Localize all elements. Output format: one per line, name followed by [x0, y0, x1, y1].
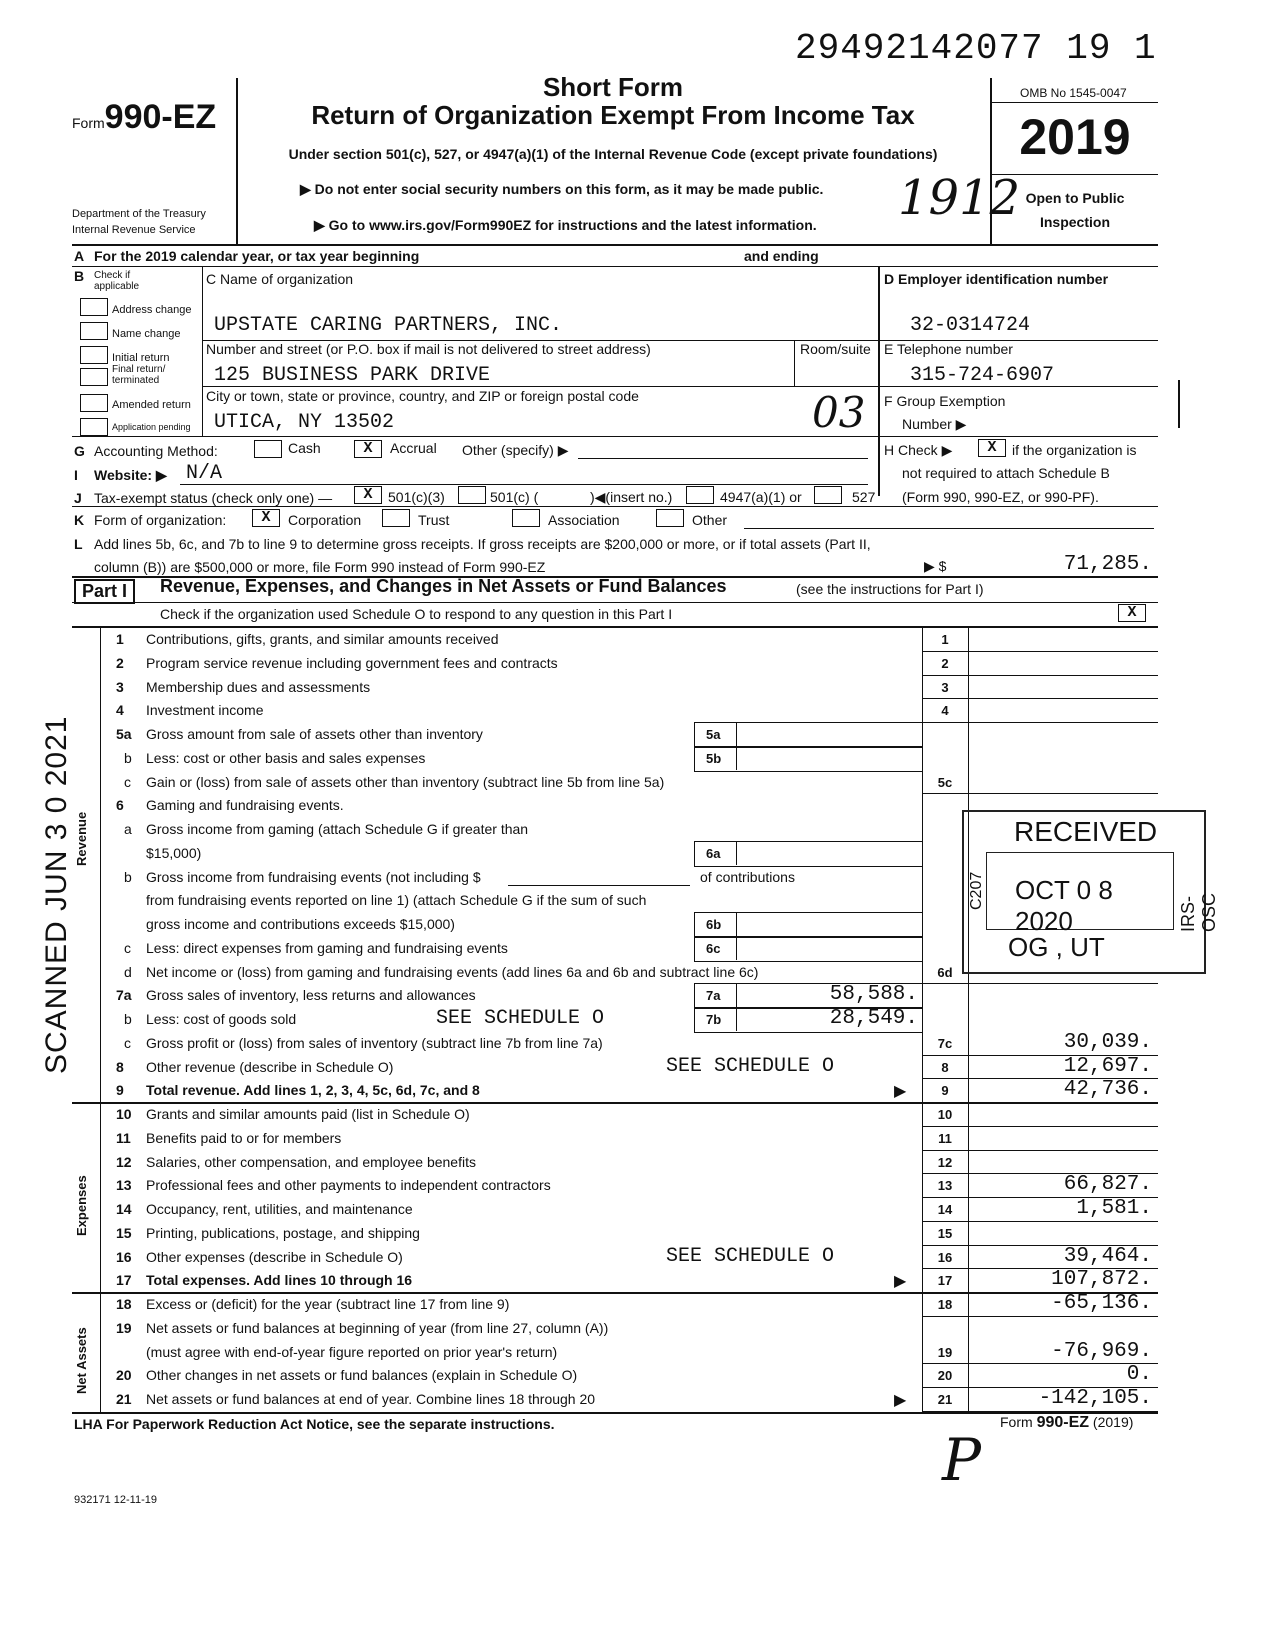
line-row: [0, 627, 1288, 651]
cash-label: Cash: [288, 440, 321, 456]
line-description: Gross income from fundraising events (not including $: [146, 868, 481, 885]
line-row: [0, 1031, 1288, 1055]
stamp-right-code: IRS-OSC: [1178, 892, 1219, 932]
line-row: [0, 1150, 1288, 1174]
handwritten-mark: P: [942, 1426, 982, 1494]
box-label: 13: [937, 1178, 953, 1194]
line-number: 18: [116, 1296, 132, 1312]
line-description: Gross profit or (loss) from sales of inventory (subtract line 7b from line 7a): [146, 1034, 603, 1051]
line-description: Total expenses. Add lines 10 through 16: [146, 1272, 413, 1289]
line-description: Net assets or fund balances at end of year. Combine lines 18 through 20: [146, 1391, 596, 1407]
accrual-label: Accrual: [390, 440, 437, 456]
schedule-b-checkbox[interactable]: X: [978, 439, 1006, 457]
box-label: 3: [941, 679, 949, 695]
title-short-form: Short Form: [542, 72, 684, 102]
line-description: from fundraising events reported on line 1) (attach Schedule G if the sum of such: [146, 892, 647, 909]
revenue-side-label: Revenue: [74, 811, 89, 866]
line-description: Benefits paid to or for members: [146, 1129, 342, 1146]
line-description: Occupancy, rent, utilities, and maintenance: [146, 1201, 413, 1217]
of-contributions-label: of contributions: [700, 868, 795, 885]
box-label: 21: [937, 1392, 953, 1407]
line-a-letter: A: [74, 248, 85, 264]
line-row: [0, 1387, 1288, 1411]
ein-label: D Employer identification number: [884, 271, 1109, 287]
line-description: Gain or (loss) from sale of assets other than inventory (subtract line 5b from line 5a): [146, 773, 665, 790]
name-change-label: Name change: [112, 328, 181, 340]
inner-box-label: 5a: [706, 727, 721, 742]
line-a-text: For the 2019 calendar year, or tax year beginning: [94, 248, 420, 264]
box-label: 19: [937, 1344, 953, 1360]
website-value: N/A: [186, 462, 223, 485]
line-number: b: [124, 868, 132, 885]
line-number: 8: [116, 1058, 124, 1075]
line-number: 13: [116, 1177, 132, 1194]
part-i-see-instructions: (see the instructions for Part I): [796, 581, 984, 597]
line-description: Net assets or fund balances at beginning of year (from line 27, column (A)): [146, 1319, 609, 1336]
omb-number: OMB No 1545-0047: [1020, 86, 1127, 100]
name-change-checkbox[interactable]: [80, 322, 108, 340]
line-k-letter: K: [74, 512, 85, 528]
insert-no-label: )◀(insert no.): [590, 489, 673, 505]
line-row: [0, 1245, 1288, 1269]
line-number: 11: [116, 1129, 131, 1146]
line-number: 7a: [116, 987, 132, 1004]
scanned-stamp: SCANNED JUN 3 0 2021: [40, 715, 73, 1074]
amended-return-label: Amended return: [112, 399, 191, 411]
final-return-label: Final return/ terminated: [112, 364, 166, 386]
accrual-checkbox[interactable]: X: [354, 440, 382, 458]
amended-return-checkbox[interactable]: [80, 394, 108, 412]
line-number: b: [124, 1011, 132, 1027]
check-if-applicable: Check if applicable: [94, 270, 140, 292]
line-a-ending: and ending: [744, 248, 819, 264]
line-number: 3: [116, 678, 124, 695]
line-l-arrow: ▶ $: [924, 558, 947, 574]
box-label: 14: [937, 1202, 953, 1217]
line-number: 5a: [116, 726, 132, 742]
inner-box-label: 6a: [706, 845, 721, 861]
section-b-letter: B: [74, 268, 85, 284]
line-number: 1: [116, 631, 124, 647]
form-title: Return of Organization Exempt From Income Tax: [311, 100, 915, 130]
form-of-org-label: Form of organization:: [94, 512, 227, 528]
irs-name: Internal Revenue Service: [72, 224, 196, 236]
form-prefix: Form: [72, 115, 105, 131]
501c-label: 501(c) (: [490, 489, 539, 505]
phone-value: 315-724-6907: [910, 364, 1055, 387]
inspection: Inspection: [1039, 214, 1110, 230]
corporation-checkbox[interactable]: X: [252, 509, 280, 527]
line-row: [0, 698, 1288, 722]
line-description: Program service revenue including government fees and contracts: [146, 654, 558, 671]
line-j-letter: J: [74, 490, 82, 506]
box-label: 8: [941, 1059, 949, 1075]
form-footer-number: 990-EZ: [1036, 1414, 1090, 1431]
line-number: 20: [116, 1367, 132, 1384]
group-exemption-label: F Group Exemption: [884, 393, 1006, 409]
line-i-letter: I: [74, 467, 78, 483]
box-label: 20: [937, 1368, 953, 1384]
received-date: OCT 0 8 2020: [1015, 875, 1113, 936]
line-value[interactable]: -65,136.: [1051, 1292, 1152, 1315]
line-value[interactable]: 1,581.: [1076, 1197, 1152, 1220]
line-description: Salaries, other compensation, and employee benefits: [146, 1153, 476, 1170]
phone-label: E Telephone number: [884, 341, 1013, 357]
line-number: 15: [116, 1224, 132, 1241]
box-label: 10: [937, 1107, 953, 1122]
line-description: Printing, publications, postage, and shipping: [146, 1224, 420, 1241]
line-value[interactable]: 107,872.: [1051, 1268, 1152, 1292]
cash-checkbox[interactable]: [254, 440, 282, 458]
line-description: Contributions, gifts, grants, and similar amounts received: [146, 631, 499, 647]
box-label: 16: [937, 1249, 953, 1265]
box-label: 12: [937, 1154, 953, 1170]
line-description: $15,000): [146, 844, 202, 861]
final-return-checkbox[interactable]: [80, 368, 108, 386]
schedule-o-reference: SEE SCHEDULE O: [666, 1244, 835, 1268]
other-method-label: Other (specify) ▶: [462, 442, 569, 458]
city-label: City or town, state or province, country, and ZIP or foreign postal code: [206, 388, 639, 404]
document-locator-number: 29492142077 19 1: [795, 28, 1157, 69]
form-id: [72, 98, 216, 137]
line-number: c: [124, 939, 131, 956]
box-label: 9: [941, 1083, 949, 1099]
row-arrow: ▶: [894, 1392, 907, 1409]
line-row: [0, 1007, 1288, 1031]
line-row: [0, 1268, 1288, 1292]
line-value[interactable]: 30,039.: [1063, 1030, 1152, 1054]
line-number: 14: [116, 1201, 132, 1217]
line-number: 2: [116, 654, 124, 671]
line-row: [0, 1292, 1288, 1316]
corporation-label: Corporation: [288, 512, 362, 528]
501c3-checkbox[interactable]: X: [354, 486, 382, 504]
line-row: [0, 1102, 1288, 1126]
line-number: 6: [116, 797, 124, 814]
line-number: c: [124, 1034, 131, 1051]
line-number: 12: [116, 1153, 132, 1170]
line-description: Gross income from gaming (attach Schedule G if greater than: [146, 821, 529, 837]
part-i-title: Revenue, Expenses, and Changes in Net Assets or Fund Balances: [160, 576, 727, 596]
line-row: [0, 675, 1288, 699]
line-row: [0, 722, 1288, 746]
form-footer-ref: [1000, 1414, 1133, 1432]
open-to-public: Open to Public: [1025, 190, 1125, 206]
initial-return-label: Initial return: [112, 352, 170, 364]
box-label: 18: [937, 1297, 953, 1312]
line-value[interactable]: -142,105.: [1038, 1387, 1152, 1410]
row-arrow: ▶: [894, 1083, 907, 1101]
line-row: [0, 1173, 1288, 1197]
line-value[interactable]: 0.: [1126, 1363, 1152, 1387]
line-l-letter: L: [74, 536, 83, 552]
group-number-label: Number ▶: [902, 416, 967, 432]
line-row: [0, 1363, 1288, 1387]
net-assets-side-label: Net Assets: [74, 1327, 89, 1394]
room-suite-label: Room/suite: [800, 341, 871, 357]
accounting-method-label: Accounting Method:: [94, 443, 218, 459]
other-org-label: Other: [692, 512, 728, 528]
501c-checkbox[interactable]: [458, 486, 486, 504]
ssn-notice: ▶ Do not enter social security numbers on this form, as it may be made public.: [300, 181, 824, 197]
line-description: Less: cost of goods sold: [146, 1011, 297, 1027]
street-address: 125 BUSINESS PARK DRIVE: [214, 364, 491, 387]
line-number: 21: [116, 1391, 132, 1407]
box-label: 11: [938, 1130, 952, 1146]
line-description: Net income or (loss) from gaming and fundraising events (add lines 6a and 6b and subtract line 6c): [146, 963, 759, 980]
schedule-o-reference: SEE SCHEDULE O: [666, 1054, 835, 1078]
address-change-label: Address change: [112, 304, 192, 316]
handwritten-number: 1912: [898, 170, 1021, 226]
application-pending-checkbox[interactable]: [80, 418, 108, 436]
schedule-o-checkbox[interactable]: X: [1118, 604, 1146, 622]
box-label: 4: [941, 703, 949, 719]
box-label: 6d: [937, 964, 953, 980]
inner-box-label: 6b: [706, 917, 722, 932]
other-org-checkbox[interactable]: [656, 509, 684, 527]
line-number: 16: [116, 1248, 132, 1265]
line-h-text2: not required to attach Schedule B: [902, 465, 1110, 481]
line-value[interactable]: 39,464.: [1063, 1244, 1152, 1268]
received-date-box: [986, 852, 1174, 936]
lha-notice: LHA For Paperwork Reduction Act Notice, see the separate instructions.: [74, 1416, 555, 1432]
tax-exempt-label: Tax-exempt status (check only one) —: [94, 490, 333, 506]
line-description: Excess or (deficit) for the year (subtract line 17 from line 9): [146, 1296, 510, 1312]
ein-value: 32-0314724: [910, 314, 1031, 337]
address-change-checkbox[interactable]: [80, 298, 108, 316]
association-checkbox[interactable]: [512, 509, 540, 527]
initial-return-checkbox[interactable]: [80, 346, 108, 364]
line-description: Less: direct expenses from gaming and fundraising events: [146, 939, 508, 956]
form-code: 932171 12-11-19: [74, 1494, 157, 1506]
form-number: 990-EZ: [104, 98, 217, 136]
form-subtitle: Under section 501(c), 527, or 4947(a)(1) of the Internal Revenue Code (except private foundations): [288, 146, 938, 162]
line-g-letter: G: [74, 443, 85, 459]
line-description: gross income and contributions exceeds $15,000): [146, 916, 455, 932]
handwritten-code: 03: [812, 388, 866, 437]
box-label: 5c: [937, 774, 953, 790]
line-description: Gross amount from sale of assets other than inventory: [146, 726, 483, 742]
box-label: 1: [941, 632, 949, 647]
line-description: Investment income: [146, 702, 264, 719]
website-label: Website: ▶: [94, 467, 167, 483]
line-row: [0, 651, 1288, 675]
line-number: 17: [116, 1272, 132, 1289]
line-number: 19: [116, 1319, 132, 1336]
expenses-side-label: Expenses: [74, 1175, 89, 1236]
line-description: Other changes in net assets or fund balances (explain in Schedule O): [146, 1367, 578, 1384]
line-number: 10: [116, 1106, 132, 1122]
line-number: 4: [116, 702, 124, 719]
501c3-label: 501(c)(3): [388, 489, 445, 505]
association-label: Association: [548, 512, 620, 528]
instructions-notice: ▶ Go to www.irs.gov/Form990EZ for instructions and the latest information.: [314, 217, 817, 233]
dept-treasury: Department of the Treasury: [72, 208, 206, 220]
gross-receipts-value: 71,285.: [1063, 553, 1152, 576]
line-value[interactable]: 12,697.: [1063, 1054, 1152, 1078]
line-description: Total revenue. Add lines 1, 2, 3, 4, 5c, 6d, 7c, and 8: [146, 1082, 480, 1099]
line-description: Less: cost or other basis and sales expenses: [146, 749, 426, 766]
line-row: [0, 1055, 1288, 1079]
org-name: UPSTATE CARING PARTNERS, INC.: [214, 314, 563, 337]
box-label: 15: [937, 1225, 953, 1241]
527-label: 527: [852, 489, 876, 505]
line-description: Gross sales of inventory, less returns and allowances: [146, 987, 476, 1004]
city-state-zip: UTICA, NY 13502: [214, 411, 395, 434]
527-checkbox[interactable]: [814, 486, 842, 504]
trust-checkbox[interactable]: [382, 509, 410, 527]
stamp-city: OG , UT: [1008, 932, 1105, 962]
stamp-left-code: C207: [968, 871, 985, 910]
line-row: [0, 1078, 1288, 1102]
4947-label: 4947(a)(1) or: [720, 489, 802, 505]
line-description: Membership dues and assessments: [146, 678, 371, 695]
inner-box-label: 7a: [706, 988, 721, 1004]
inner-box-label: 6c: [706, 940, 721, 956]
line-l-text1: Add lines 5b, 6c, and 7b to line 9 to determine gross receipts. If gross receipts are $200,000 or more, or if total assets (Part II,: [94, 536, 871, 552]
line-row: [0, 770, 1288, 794]
line-number: d: [124, 963, 132, 980]
line-value[interactable]: -76,969.: [1051, 1339, 1152, 1363]
box-label: 7c: [937, 1035, 953, 1051]
line-number: a: [124, 821, 132, 837]
form-footer-prefix: Form: [1000, 1414, 1037, 1430]
inner-box-value[interactable]: 58,588.: [829, 983, 918, 1007]
tax-year: 2019: [1019, 109, 1131, 165]
line-row: [0, 1197, 1288, 1221]
box-label: 17: [937, 1273, 953, 1289]
line-h-label: H Check ▶: [884, 442, 953, 458]
line-description: Other revenue (describe in Schedule O): [146, 1058, 394, 1075]
line-number: b: [124, 749, 132, 766]
application-pending-label: Application pending: [112, 422, 191, 432]
line-row: [0, 983, 1288, 1007]
line-description: Grants and similar amounts paid (list in Schedule O): [146, 1106, 470, 1122]
line-description: Professional fees and other payments to independent contractors: [146, 1177, 551, 1194]
line-row: [0, 1126, 1288, 1150]
org-name-label: C Name of organization: [206, 271, 354, 287]
inner-box-value[interactable]: 28,549.: [829, 1007, 918, 1030]
received-text: RECEIVED: [1014, 816, 1158, 847]
line-description: Gaming and fundraising events.: [146, 797, 344, 814]
line-row: [0, 1316, 1288, 1340]
line-l-text2: column (B)) are $500,000 or more, file Form 990 instead of Form 990-EZ: [94, 559, 546, 575]
inner-box-label: 7b: [706, 1012, 722, 1027]
street-label: Number and street (or P.O. box if mail is not delivered to street address): [206, 341, 651, 357]
line-row: [0, 1221, 1288, 1245]
part-i-tag: Part I: [74, 579, 135, 604]
received-stamp: [962, 810, 1219, 974]
4947-checkbox[interactable]: [686, 486, 714, 504]
line-value[interactable]: 66,827.: [1063, 1173, 1152, 1197]
schedule-o-text: Check if the organization used Schedule O to respond to any question in this Part I: [160, 606, 673, 622]
line-row: [0, 1340, 1288, 1364]
row-arrow: ▶: [894, 1273, 907, 1291]
line-description: (must agree with end-of-year figure reported on prior year's return): [146, 1343, 558, 1360]
inner-box-label: 5b: [706, 750, 722, 766]
line-row: [0, 746, 1288, 770]
line-number: c: [124, 773, 131, 790]
line-h-text3: (Form 990, 990-EZ, or 990-PF).: [902, 489, 1099, 505]
trust-label: Trust: [418, 512, 450, 528]
box-label: 2: [941, 655, 949, 671]
form-footer-year: (2019): [1089, 1414, 1134, 1430]
line-value[interactable]: 42,736.: [1063, 1078, 1152, 1102]
line-number: 9: [116, 1082, 124, 1099]
line-description: Other expenses (describe in Schedule O): [146, 1248, 403, 1265]
line-h-text1: if the organization is: [1012, 442, 1137, 458]
schedule-o-reference: SEE SCHEDULE O: [436, 1007, 605, 1030]
